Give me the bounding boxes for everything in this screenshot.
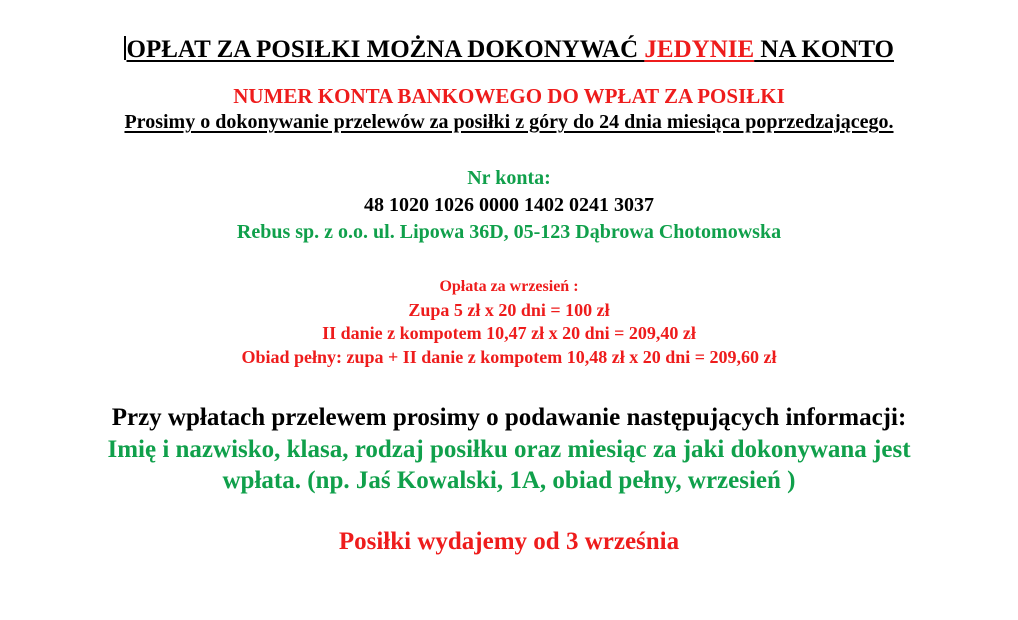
info-details-line-1: Imię i nazwisko, klasa, rodzaj posiłku oraz miesiąc za jaki dokonywana jest [107,436,911,463]
text-cursor [124,36,126,60]
recipient-address: Rebus sp. z o.o. ul. Lipowa 36D, 05-123 Dąbrowa Chotomowska [236,221,782,243]
fee-line-full-lunch: Obiad pełny: zupa + II danie z kompotem 10,48 zł x 20 dni = 209,60 zł [241,347,777,367]
account-label: Nr konta: [467,167,551,189]
fee-line-soup: Zupa 5 zł x 20 dni = 100 zł [408,300,610,320]
start-date-note: Posiłki wydajemy od 3 września [338,528,680,555]
fee-line-main-course: II danie z kompotem 10,47 zł x 20 dni = 209,40 zł [322,323,696,343]
main-heading [0,36,1018,64]
payment-deadline-notice [0,111,1018,134]
heading-part-1: OPŁAT ZA POSIŁKI MOŻNA DOKONYWAĆ [126,36,645,63]
fee-title: Opłata za wrzesień : [439,278,579,295]
heading-emphasis: JEDYNIE [644,36,755,63]
heading-part-3: NA KONTO [754,36,894,63]
account-number: 48 1020 1026 0000 1402 0241 3037 [364,194,654,216]
info-details-line-2: wpłata. (np. Jaś Kowalski, 1A, obiad pełny, wrzesień ) [222,467,796,494]
subheading: NUMER KONTA BANKOWEGO DO WPŁAT ZA POSIŁKI [233,84,785,108]
notice-text: Prosimy o dokonywanie przelewów za posiłki z góry do 24 dnia miesiąca poprzedzającego. [124,111,894,133]
info-heading: Przy wpłatach przelewem prosimy o podawanie następujących informacji: [111,404,907,431]
